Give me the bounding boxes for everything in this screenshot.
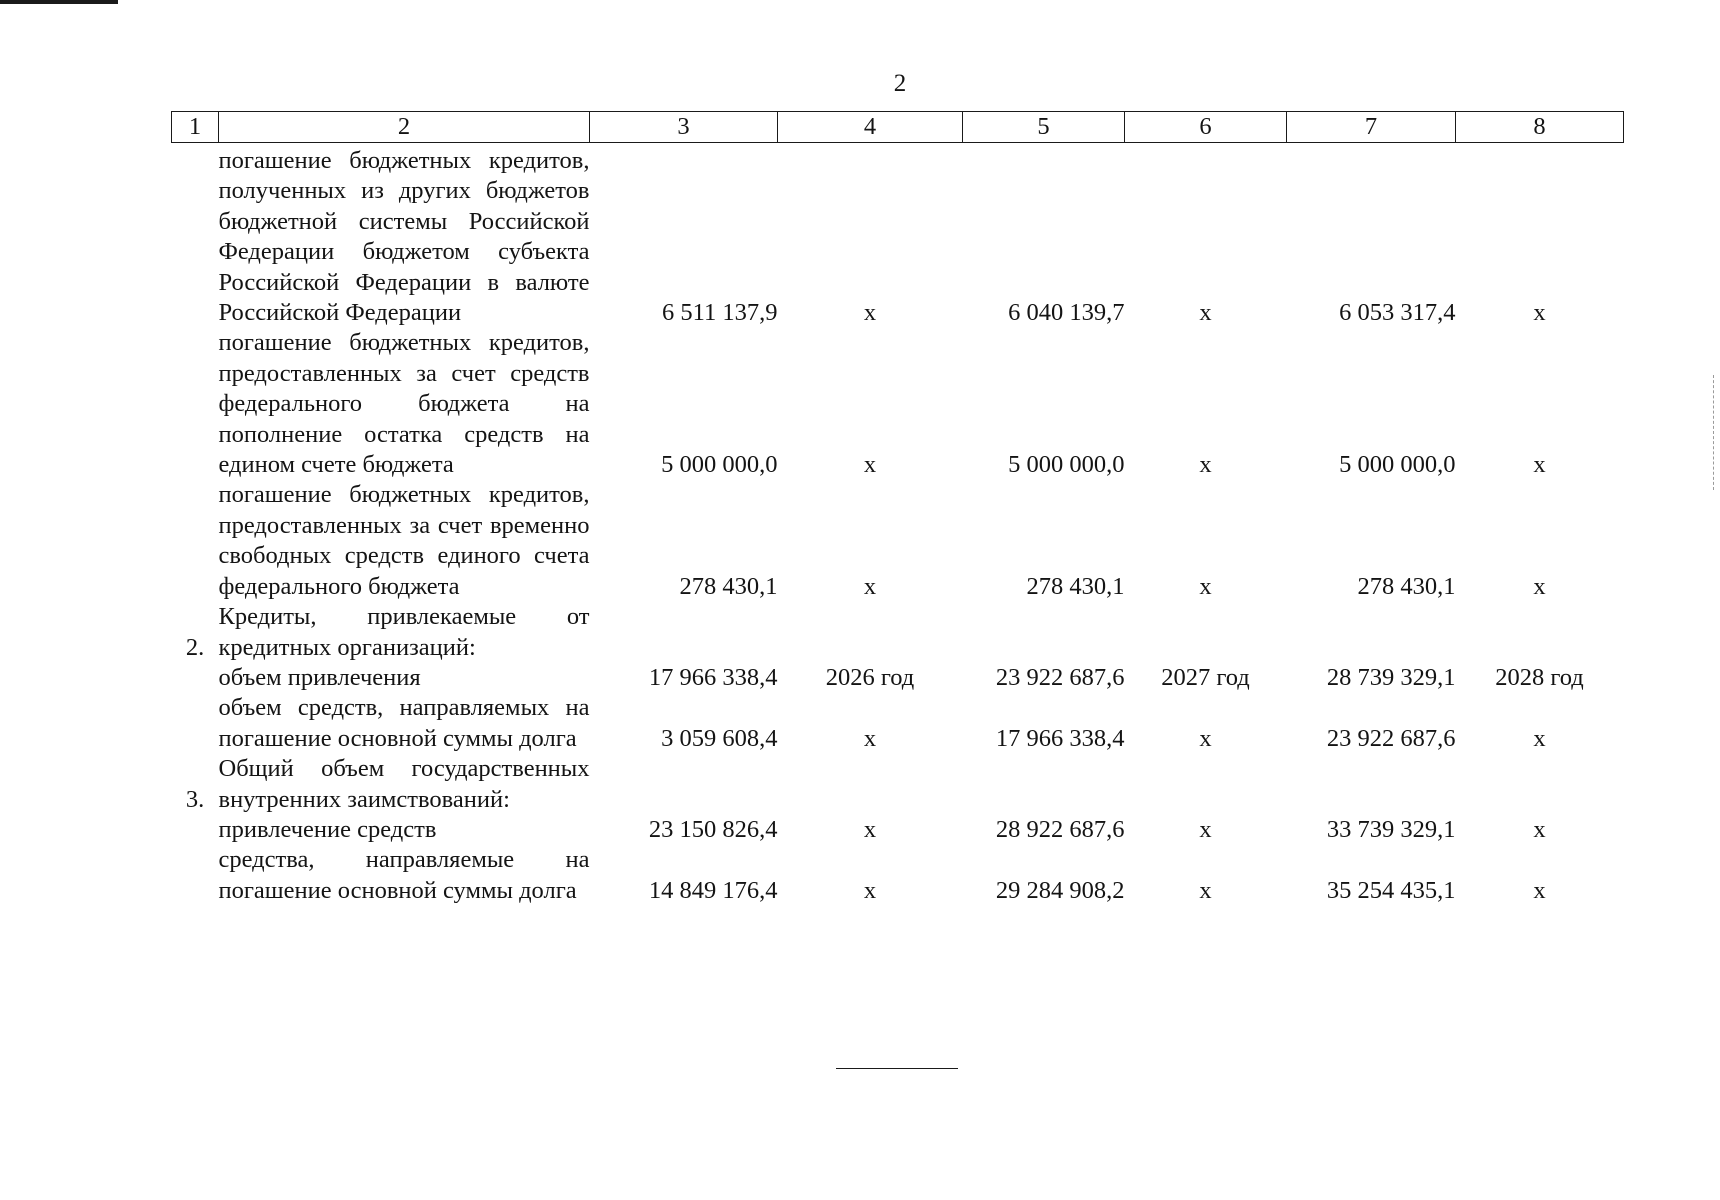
- cell-col-6: х: [1199, 724, 1212, 752]
- table-row: [172, 328, 1624, 480]
- row-number: 3.: [185, 785, 205, 813]
- table-row: [172, 143, 1624, 329]
- table-row: [172, 754, 1624, 815]
- cell-col-6: [1125, 602, 1287, 663]
- cell-col-4: [778, 754, 963, 815]
- table-row: [172, 663, 1624, 693]
- cell-col-6: х: [1199, 876, 1212, 904]
- cell-col-5: 23 922 687,6: [995, 663, 1125, 691]
- cell-col-6: х: [1199, 815, 1212, 843]
- header-col-1: 1: [172, 112, 219, 143]
- row-description: привлечение средств: [218, 815, 437, 843]
- cell-col-6: 2027 год: [1161, 663, 1250, 691]
- row-number: [172, 815, 219, 845]
- header-col-7: 7: [1287, 112, 1456, 143]
- cell-col-4: х: [863, 451, 877, 479]
- end-of-table-rule: [836, 1068, 958, 1069]
- row-number: [172, 480, 219, 602]
- header-col-3: 3: [590, 112, 778, 143]
- cell-col-7: 5 000 000,0: [1339, 451, 1456, 479]
- cell-col-4: х: [863, 815, 877, 843]
- cell-col-5: 28 922 687,6: [995, 815, 1125, 843]
- cell-col-7: 23 922 687,6: [1326, 724, 1456, 752]
- cell-col-5: 6 040 139,7: [1008, 299, 1125, 327]
- cell-col-7: [1287, 754, 1456, 815]
- page-number: 2: [893, 70, 907, 97]
- cell-col-3: 17 966 338,4: [648, 663, 778, 691]
- cell-col-7: 278 430,1: [1357, 572, 1456, 600]
- cell-col-7: 33 739 329,1: [1326, 815, 1456, 843]
- row-description: объем средств, направляемых на погашение основной суммы долга: [218, 694, 590, 752]
- cell-col-7: 28 739 329,1: [1326, 663, 1456, 691]
- cell-col-3: 5 000 000,0: [661, 451, 778, 479]
- table-row: [172, 693, 1624, 754]
- row-description: Кредиты, привлекаемые от кредитных организаций:: [218, 603, 590, 661]
- cell-col-4: х: [863, 299, 877, 327]
- table-row: [172, 602, 1624, 663]
- table-row: [172, 815, 1624, 845]
- cell-col-3: 278 430,1: [679, 572, 778, 600]
- cell-col-5: [963, 754, 1125, 815]
- row-description: средства, направляемые на погашение основной суммы долга: [218, 846, 590, 904]
- row-number: 2.: [185, 633, 205, 661]
- cell-col-8: х: [1533, 815, 1546, 843]
- header-col-4: 4: [778, 112, 963, 143]
- cell-col-5: 29 284 908,2: [995, 876, 1125, 904]
- cell-col-8: [1456, 754, 1624, 815]
- cell-col-5: 278 430,1: [1026, 572, 1125, 600]
- column-number-header: [172, 112, 1624, 143]
- cell-col-4: х: [863, 724, 877, 752]
- cell-col-6: х: [1199, 299, 1212, 327]
- row-description: Общий объем государственных внутренних заимствований:: [218, 755, 590, 813]
- cell-col-6: х: [1199, 572, 1212, 600]
- row-description: погашение бюджетных кредитов, полученных из других бюджетов бюджетной системы Российской Федерации бюджетом субъекта Российской Федерации в валюте Российской Федерации: [218, 147, 590, 327]
- row-number: [172, 693, 219, 754]
- cell-col-5: [963, 602, 1125, 663]
- row-number: [172, 663, 219, 693]
- cell-col-3: 14 849 176,4: [648, 876, 778, 904]
- header-col-5: 5: [963, 112, 1125, 143]
- cell-col-4: [778, 602, 963, 663]
- cell-col-5: 5 000 000,0: [1008, 451, 1125, 479]
- scan-corner-mark: [0, 0, 118, 4]
- cell-col-8: 2028 год: [1495, 663, 1584, 691]
- header-row: [172, 112, 1624, 143]
- table-row: [172, 480, 1624, 602]
- row-number: [172, 328, 219, 480]
- row-description: погашение бюджетных кредитов, предоставленных за счет средств федерального бюджета на пополнение остатка средств на едином счете бюджета: [218, 329, 590, 479]
- row-description: объем привлечения: [218, 663, 421, 691]
- cell-col-7: 35 254 435,1: [1326, 876, 1456, 904]
- cell-col-4: 2026 год: [825, 663, 915, 691]
- table-row: [172, 845, 1624, 906]
- cell-col-6: [1125, 754, 1287, 815]
- cell-col-8: х: [1533, 299, 1546, 327]
- cell-col-8: х: [1533, 876, 1546, 904]
- row-number: [172, 143, 219, 329]
- cell-col-3: 3 059 608,4: [661, 724, 778, 752]
- cell-col-3: [590, 754, 778, 815]
- row-description: погашение бюджетных кредитов, предоставленных за счет временно свободных средств единого счета федерального бюджета: [218, 481, 590, 600]
- cell-col-8: х: [1533, 451, 1546, 479]
- cell-col-8: [1456, 602, 1624, 663]
- cell-col-4: х: [863, 572, 877, 600]
- scan-edge-mark: [1713, 375, 1714, 490]
- header-col-6: 6: [1125, 112, 1287, 143]
- header-col-8: 8: [1456, 112, 1624, 143]
- cell-col-8: х: [1533, 572, 1546, 600]
- cell-col-7: 6 053 317,4: [1339, 299, 1456, 327]
- cell-col-3: 6 511 137,9: [662, 299, 778, 327]
- cell-col-5: 17 966 338,4: [995, 724, 1125, 752]
- cell-col-6: х: [1199, 451, 1212, 479]
- borrowing-table: [171, 111, 1624, 906]
- cell-col-3: 23 150 826,4: [648, 815, 778, 843]
- row-number: [172, 845, 219, 906]
- cell-col-7: [1287, 602, 1456, 663]
- cell-col-3: [590, 602, 778, 663]
- cell-col-4: х: [863, 876, 877, 904]
- header-col-2: 2: [219, 112, 590, 143]
- cell-col-8: х: [1533, 724, 1546, 752]
- table-body: [172, 143, 1624, 907]
